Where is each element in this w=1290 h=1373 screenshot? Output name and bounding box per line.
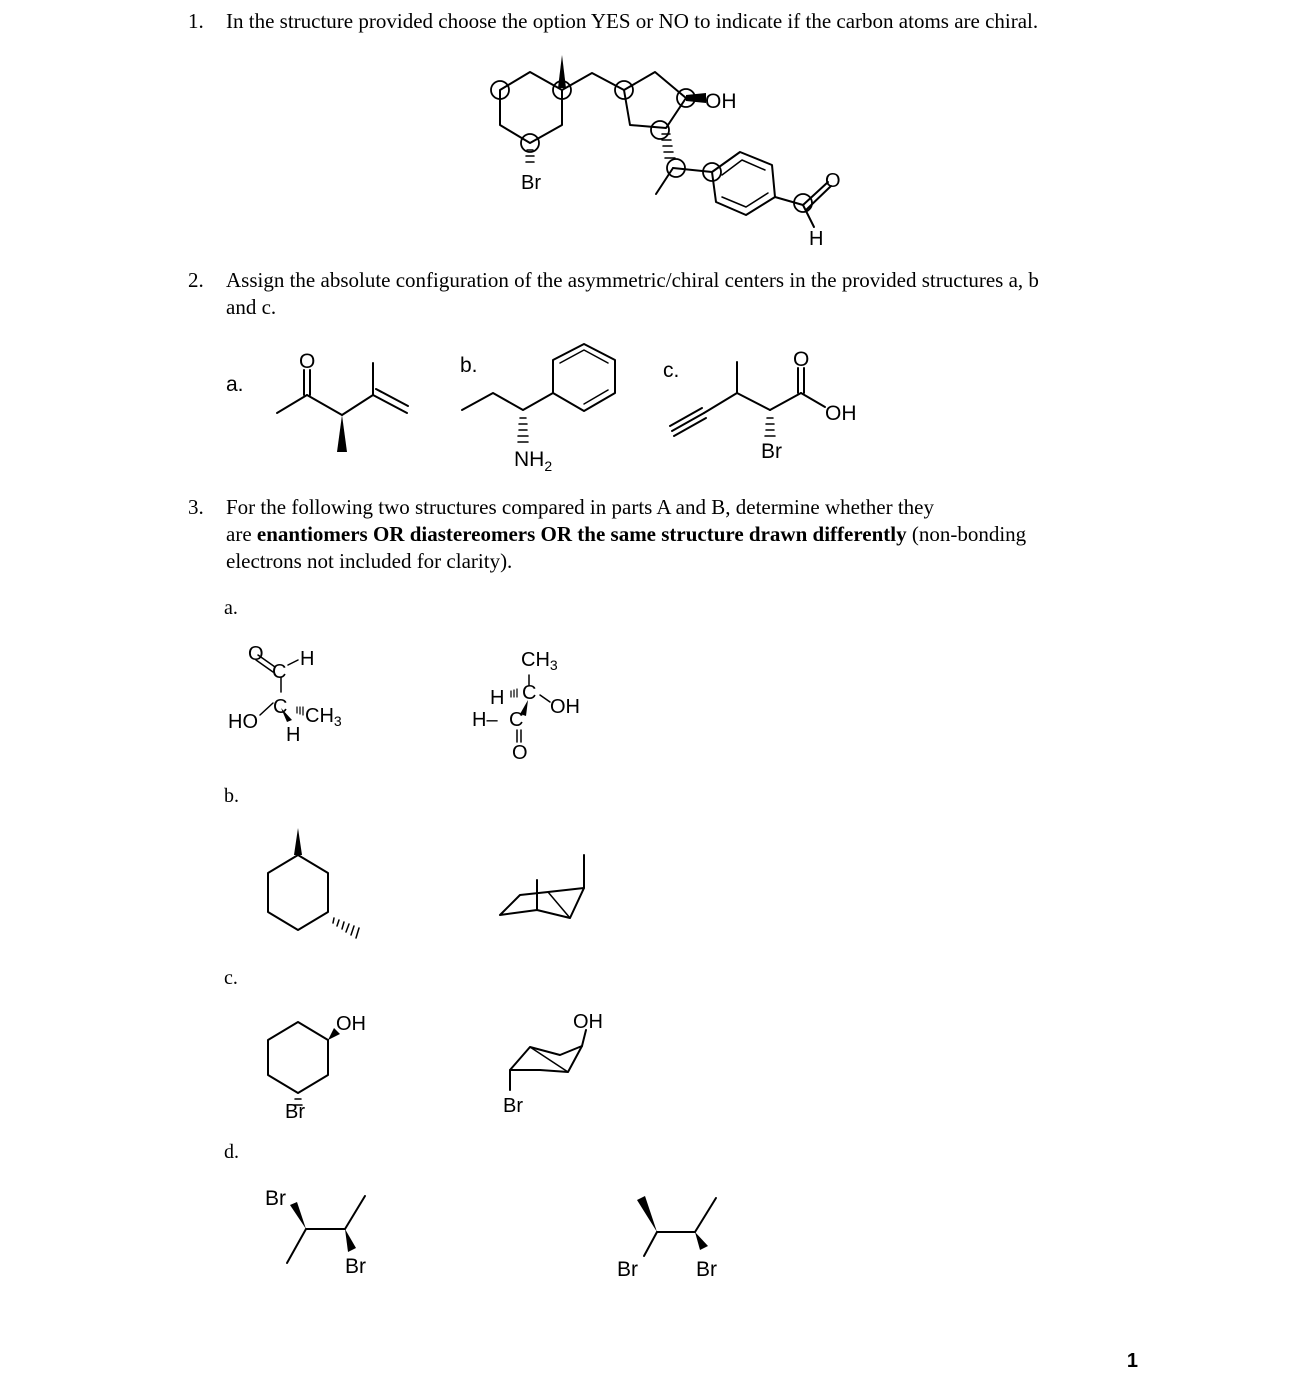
q3c-right-structure [503, 1011, 603, 1117]
c-label: C [273, 696, 288, 718]
br-label: Br [761, 440, 782, 463]
br-label: Br [521, 172, 541, 194]
h-label: H [300, 648, 315, 670]
question-text: In the structure provided choose the option YES or NO to indicate if the carbon atoms are chiral. [226, 9, 1039, 33]
q1-structure [491, 55, 841, 250]
q3a-right-structure [472, 649, 580, 764]
page-number: 1 [1126, 1350, 1138, 1372]
question-text-line1: For the following two structures compared in parts A and B, determine whether they [226, 495, 935, 519]
nh2-label: $NH_2$ [514, 448, 553, 474]
br-label: Br [345, 1255, 366, 1278]
c-label: C [509, 709, 524, 731]
question-number: 1. [188, 9, 204, 33]
question-number: 3. [188, 495, 204, 519]
h-label: H [286, 724, 301, 746]
q2-label-b: b. [460, 354, 478, 377]
q2-label-c: c. [663, 359, 680, 382]
q2-label-a: a. [226, 373, 244, 396]
q3d-left-structure [265, 1187, 366, 1278]
h-label: H [490, 687, 505, 709]
o-label: O [793, 348, 810, 371]
o-label: O [248, 643, 264, 665]
h-label: H– [472, 709, 498, 731]
br-label: Br [503, 1095, 523, 1117]
h-label: H [809, 228, 824, 250]
oh-label: OH [825, 402, 857, 425]
o-label: O [825, 170, 841, 192]
oh-label: OH [705, 90, 737, 113]
q2c-structure [670, 348, 857, 463]
question-text-line2: are enantiomers OR diastereomers OR the same structure drawn differently (non-bonding [226, 522, 1027, 546]
o-label: O [299, 350, 316, 373]
q2b-structure [462, 344, 615, 474]
question-number: 2. [188, 268, 204, 292]
br-label: Br [265, 1187, 286, 1210]
question-text-line3: electrons not included for clarity). [226, 549, 513, 573]
oh-label: OH [573, 1011, 603, 1033]
br-label: Br [617, 1258, 638, 1281]
ch3-label: $CH_3$ [521, 649, 558, 673]
o-label: O [512, 742, 528, 764]
q3b-right-structure [500, 855, 584, 918]
q2a-structure [277, 350, 408, 452]
q3d-right-structure [617, 1196, 717, 1281]
q3-label-a: a. [224, 597, 238, 619]
ch3-label: $CH_3$ [305, 705, 342, 729]
c-label: C [522, 682, 537, 704]
c-label: C [272, 661, 287, 683]
question-text-line2: and c. [226, 295, 277, 319]
q3c-left-structure [268, 1013, 366, 1123]
q3-label-d: d. [224, 1141, 239, 1163]
q3-label-c: c. [224, 967, 238, 989]
oh-label: OH [336, 1013, 366, 1035]
br-label: Br [285, 1101, 305, 1123]
answer-options: enantiomers OR diastereomers OR the same structure drawn differently [256, 522, 907, 546]
ho-label: HO [228, 711, 258, 733]
q3b-left-structure [268, 828, 359, 938]
q3a-left-structure [228, 643, 342, 746]
br-label: Br [696, 1258, 717, 1281]
q3-label-b: b. [224, 785, 239, 807]
question-text-line1: Assign the absolute configuration of the asymmetric/chiral centers in the provided structures a, b [226, 268, 1039, 292]
oh-label: OH [550, 696, 580, 718]
